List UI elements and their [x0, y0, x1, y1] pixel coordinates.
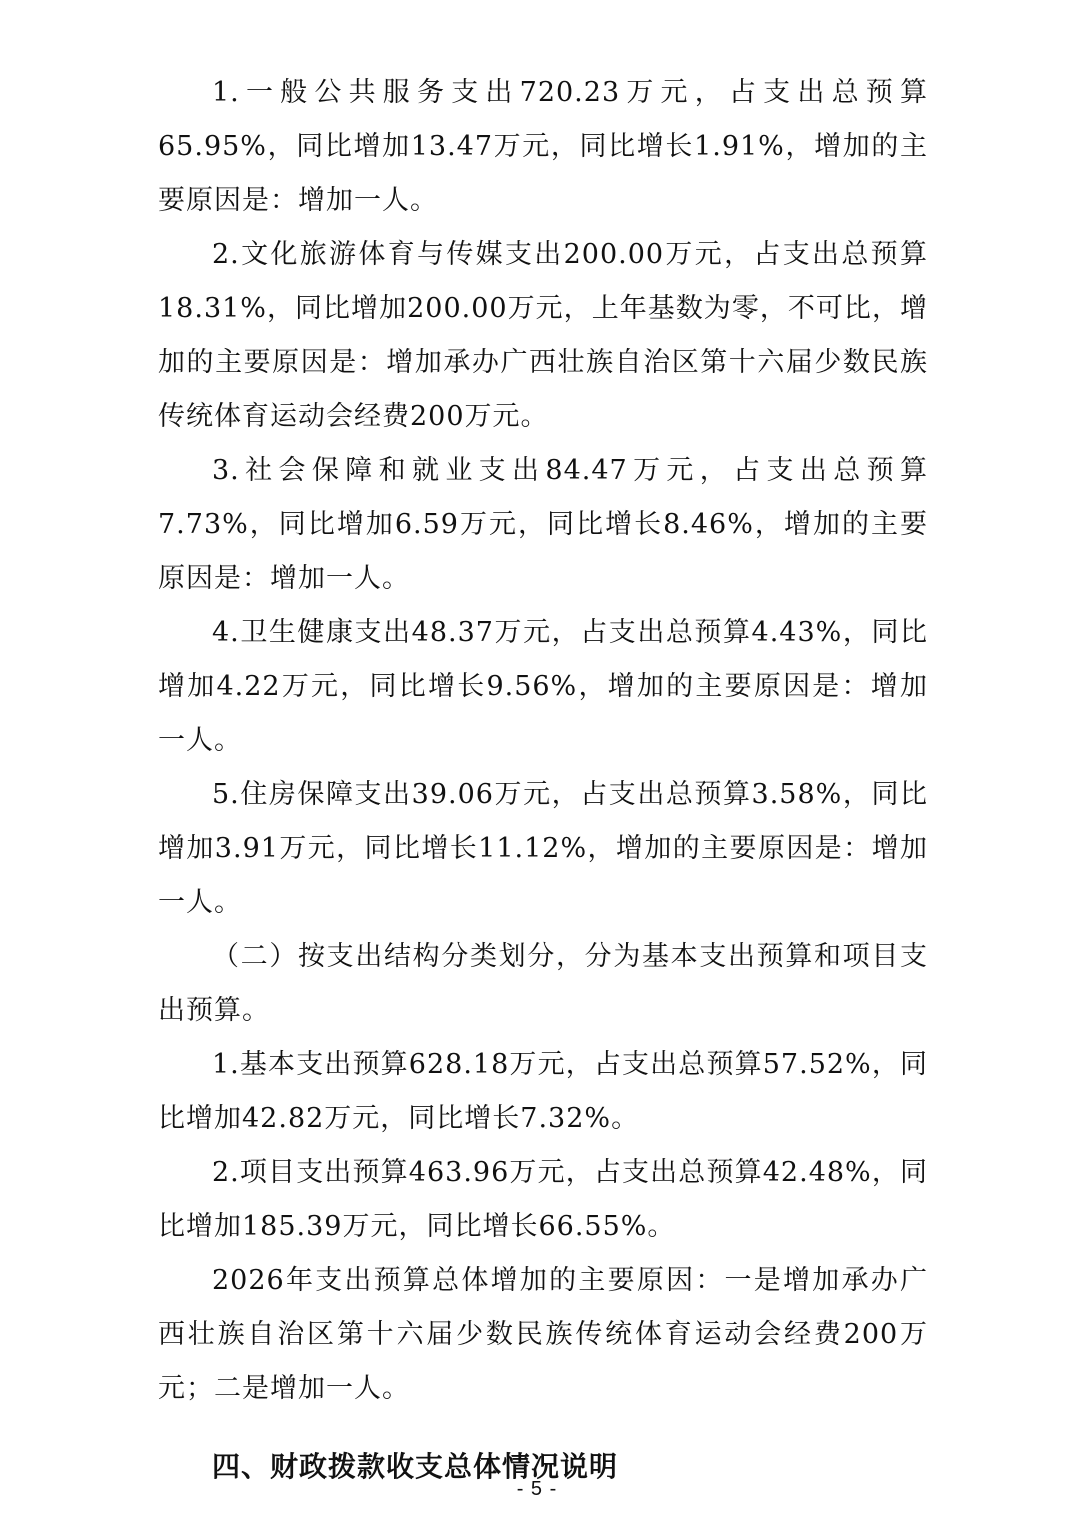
document-body	[158, 66, 928, 1494]
paragraph-health: 4.卫生健康支出48.37万元，占支出总预算4.43%，同比增加4.22万元，同比增长9.56%，增加的主要原因是：增加一人。	[158, 617, 928, 756]
paragraph-culture-tourism-sports: 2.文化旅游体育与传媒支出200.00万元，占支出总预算18.31%，同比增加200.00万元，上年基数为零，不可比，增加的主要原因是：增加承办广西壮族自治区第十六届少数民族传统体育运动会经费200万元。	[158, 239, 928, 432]
paragraph-social-security: 3.社会保障和就业支出84.47万元，占支出总预算7.73%，同比增加6.59万元，同比增长8.46%，增加的主要原因是：增加一人。	[158, 455, 928, 594]
paragraph-project-expenditure: 2.项目支出预算463.96万元，占支出总预算42.48%，同比增加185.39万元，同比增长66.55%。	[158, 1157, 928, 1242]
paragraph-general-public-services: 1.一般公共服务支出720.23万元，占支出总预算65.95%，同比增加13.47万元，同比增长1.91%，增加的主要原因是：增加一人。	[158, 77, 928, 216]
section-heading: 四、财政拨款收支总体情况说明	[212, 1450, 619, 1483]
paragraph-overall-increase-reason: 2026年支出预算总体增加的主要原因：一是增加承办广西壮族自治区第十六届少数民族传统体育运动会经费200万元；二是增加一人。	[158, 1265, 928, 1404]
paragraph-expenditure-structure: （二）按支出结构分类划分，分为基本支出预算和项目支出预算。	[158, 941, 928, 1026]
page-number: - 5 -	[516, 1478, 558, 1500]
paragraph-basic-expenditure: 1.基本支出预算628.18万元，占支出总预算57.52%，同比增加42.82万元，同比增长7.32%。	[158, 1049, 928, 1134]
paragraph-housing: 5.住房保障支出39.06万元，占支出总预算3.58%，同比增加3.91万元，同比增长11.12%，增加的主要原因是：增加一人。	[158, 779, 928, 918]
